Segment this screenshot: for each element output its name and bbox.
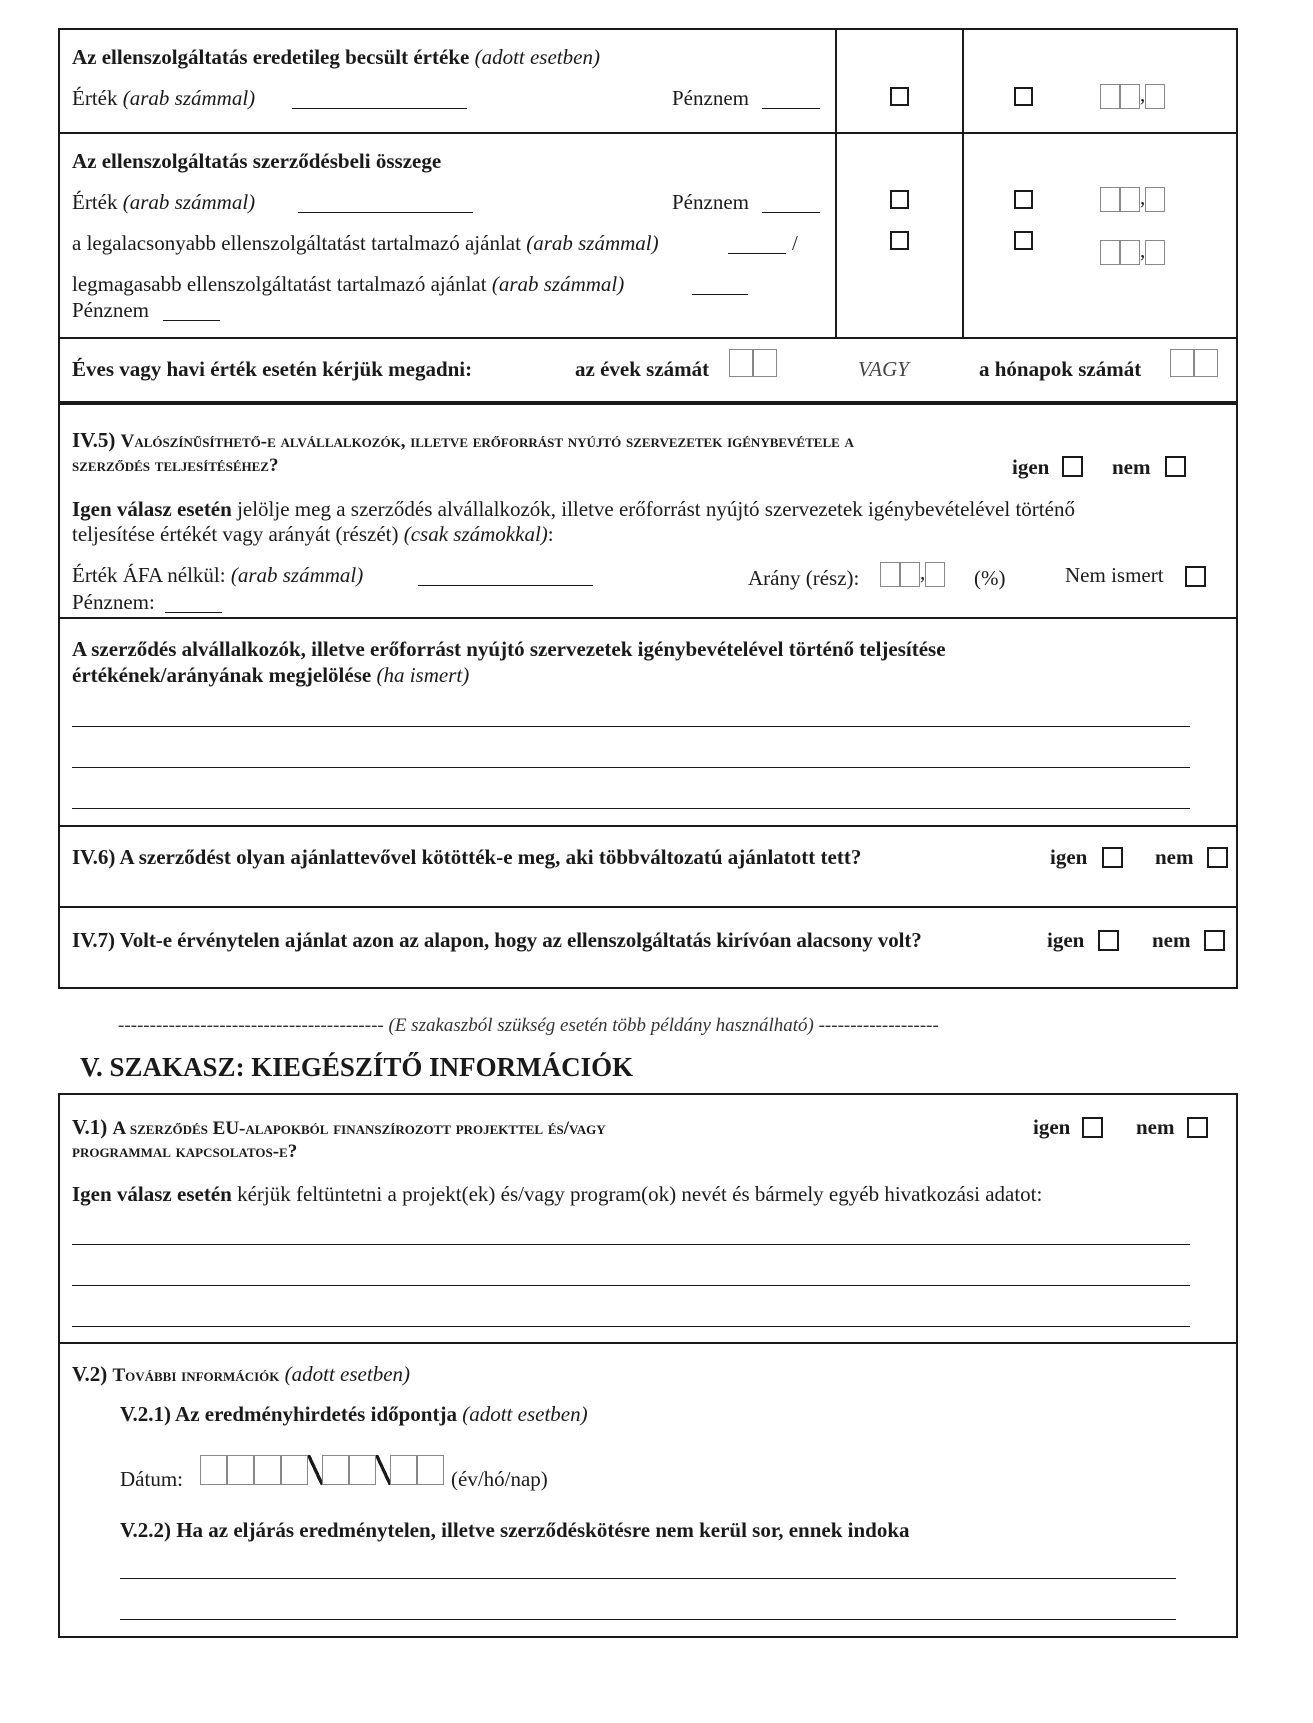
section-iv-box (58, 403, 1238, 989)
iv5-if-yes-text: Igen válasz esetén jelölje meg a szerződés alvállalkozók, illetve erőforrást nyújtó szervezetek igénybevételével történő (72, 497, 1075, 521)
iv5-title: IV.5) Valószínűsíthető-e alvállalkozók, illetve erőforrást nyújtó szervezetek igénybevétele a (72, 428, 854, 452)
v1-answer-line[interactable] (72, 1285, 1190, 1286)
v22-answer-line[interactable] (120, 1578, 1176, 1579)
row-divider (58, 403, 1238, 405)
section-heading: V. SZAKASZ: KIEGÉSZÍTŐ INFORMÁCIÓK (80, 1052, 634, 1082)
value-input-line[interactable] (298, 212, 473, 213)
iv5-ratio-label: Arány (rész): (748, 566, 860, 590)
value-input-line[interactable] (292, 108, 467, 109)
years-digit-boxes[interactable] (729, 349, 777, 377)
iv6-yes-label: igen (1050, 845, 1088, 869)
v1-title-line2: programmal kapcsolatos-e? (72, 1141, 298, 1162)
currency-label: Pénznem (672, 86, 749, 110)
row-divider (58, 825, 1238, 827)
iv7-no-label: nem (1152, 928, 1191, 952)
checkbox[interactable] (1014, 231, 1033, 250)
iv7-no-checkbox[interactable] (1204, 930, 1225, 951)
lowest-offer-label: a legalacsonyabb ellenszolgáltatást tartalmazó ajánlat (arab számmal) (72, 231, 659, 255)
currency-input-line[interactable] (163, 320, 220, 321)
years-label: az évek számát (575, 357, 710, 381)
indication-title: A szerződés alvállalkozók, illetve erőforrást nyújtó szervezetek igénybevételével történő teljesítése (72, 637, 946, 661)
v22-title: V.2.2) Ha az eljárás eredménytelen, illetve szerződéskötésre nem kerül sor, ennek indoka (120, 1518, 910, 1542)
value-label: Érték (arab számmal) (72, 190, 256, 214)
iv7-yes-label: igen (1047, 928, 1085, 952)
iv6-no-label: nem (1155, 845, 1194, 869)
digit-boxes[interactable]: , (1100, 185, 1165, 212)
iv5-if-yes-text2: teljesítése értékét vagy arányát (részét) (csak számokkal): (72, 522, 554, 546)
iv5-no-checkbox[interactable] (1165, 456, 1186, 477)
v1-yes-checkbox[interactable] (1082, 1117, 1103, 1138)
row-divider (58, 1342, 1238, 1344)
iv5-no-label: nem (1112, 455, 1151, 479)
iv5-yes-checkbox[interactable] (1062, 456, 1083, 477)
v1-yes-label: igen (1033, 1115, 1071, 1139)
iv6-yes-checkbox[interactable] (1102, 847, 1123, 868)
row-divider (58, 617, 1238, 619)
v1-title: V.1) A szerződés EU-alapokból finanszírozott projekttel és/vagy (72, 1115, 606, 1139)
date-label: Dátum: (120, 1467, 183, 1491)
checkbox[interactable] (1014, 87, 1033, 106)
iv5-value-input-line[interactable] (418, 585, 593, 586)
months-label: a hónapok számát (979, 357, 1142, 381)
value-label: Érték (arab számmal) (72, 86, 256, 110)
highest-offer-input-line[interactable] (692, 294, 748, 295)
currency-input-line[interactable] (762, 212, 820, 213)
v22-answer-line[interactable] (120, 1619, 1176, 1620)
row-divider (58, 337, 1238, 339)
iv7-yes-checkbox[interactable] (1098, 930, 1119, 951)
date-digit-boxes[interactable] (200, 1455, 444, 1485)
indication-title-line2: értékének/arányának megjelölése (ha ismert) (72, 663, 470, 687)
v1-no-label: nem (1136, 1115, 1175, 1139)
separator-note: ------------------------------------------ (E szakaszból szükség esetén több példány használható) ------------------- (118, 1015, 939, 1036)
months-digit-boxes[interactable] (1170, 349, 1218, 377)
value-table (58, 28, 1238, 403)
iv5-currency-input-line[interactable] (165, 612, 222, 613)
indication-answer-line[interactable] (72, 767, 1190, 768)
iv6-no-checkbox[interactable] (1207, 847, 1228, 868)
iv5-unknown-label: Nem ismert (1065, 563, 1164, 587)
contract-value-title: Az ellenszolgáltatás szerződésbeli összege (72, 149, 442, 173)
indication-answer-line[interactable] (72, 726, 1190, 727)
v1-no-checkbox[interactable] (1187, 1117, 1208, 1138)
iv5-percent: (%) (974, 566, 1006, 590)
v1-answer-line[interactable] (72, 1244, 1190, 1245)
v1-if-yes-text: Igen válasz esetén kérjük feltüntetni a projekt(ek) és/vagy program(ok) nevét és bármely egyéb hivatkozási adatot: (72, 1182, 1043, 1206)
checkbox[interactable] (890, 231, 909, 250)
iv5-value-label: Érték ÁFA nélkül: (arab számmal) (72, 563, 364, 587)
v1-answer-line[interactable] (72, 1326, 1190, 1327)
iv7-question: IV.7) Volt-e érvénytelen ajánlat azon az alapon, hogy az ellenszolgáltatás kirívóan alacsony volt? (72, 928, 922, 952)
iv6-question: IV.6) A szerződést olyan ajánlattevővel kötötték-e meg, aki többváltozatú ajánlatott tett? (72, 845, 862, 869)
currency-input-line[interactable] (762, 108, 820, 109)
highest-offer-label: legmagasabb ellenszolgáltatást tartalmazó ajánlat (arab számmal) (72, 272, 625, 296)
row-divider (58, 906, 1238, 908)
row-divider (58, 132, 1238, 134)
column-divider (962, 28, 964, 338)
checkbox[interactable] (1014, 190, 1033, 209)
v2-title: V.2) További információk (adott esetben) (72, 1362, 411, 1386)
iv5-currency-label: Pénznem: (72, 590, 155, 614)
v21-title: V.2.1) Az eredményhirdetés időpontja (adott esetben) (120, 1402, 588, 1426)
lowest-offer-input-line[interactable] (728, 253, 786, 254)
or-label: VAGY (858, 357, 909, 381)
annual-label: Éves vagy havi érték esetén kérjük megadni: (72, 357, 473, 381)
estimated-value-title: Az ellenszolgáltatás eredetileg becsült értéke (adott esetben) (72, 45, 600, 69)
date-format: (év/hó/nap) (451, 1467, 548, 1491)
digit-boxes[interactable]: , (1100, 238, 1165, 265)
iv5-yes-label: igen (1012, 455, 1050, 479)
iv5-unknown-checkbox[interactable] (1185, 566, 1206, 587)
currency-label: Pénznem (72, 298, 149, 322)
currency-label: Pénznem (672, 190, 749, 214)
column-divider (835, 28, 837, 338)
iv5-ratio-digit-boxes[interactable]: , (880, 560, 945, 587)
checkbox[interactable] (890, 87, 909, 106)
checkbox[interactable] (890, 190, 909, 209)
digit-boxes[interactable]: , (1100, 82, 1165, 109)
indication-answer-line[interactable] (72, 808, 1190, 809)
slash: / (792, 231, 798, 255)
iv5-title-line2: szerződés teljesítéséhez? (72, 455, 279, 476)
